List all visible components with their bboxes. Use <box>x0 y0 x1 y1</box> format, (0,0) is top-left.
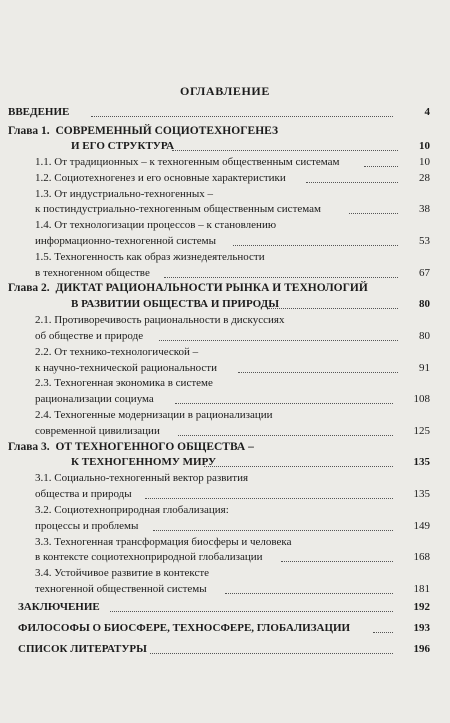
dot-leader <box>172 150 398 151</box>
entry-title: ВВЕДЕНИЕ <box>8 106 70 118</box>
chapter-label: Глава 3. <box>8 441 50 453</box>
toc-entry <box>0 519 450 534</box>
toc-entry <box>0 424 450 439</box>
chapter-label: Глава 2. <box>8 282 50 294</box>
entry-title: 2.1. Противоречивость рациональности в дискуссиях <box>35 314 285 326</box>
entry-title: рационализации социума <box>35 393 154 405</box>
dot-leader <box>153 530 393 531</box>
toc-entry <box>0 600 450 615</box>
toc-entry <box>0 139 450 154</box>
dot-leader <box>178 435 393 436</box>
page-number: 91 <box>419 362 430 374</box>
entry-title: к научно-технической рациональности <box>35 362 217 374</box>
toc-entry <box>0 408 450 423</box>
entry-title: современной цивилизации <box>35 425 160 437</box>
toc-entry <box>0 329 450 344</box>
toc-entry <box>0 535 450 550</box>
page-number: 38 <box>419 203 430 215</box>
page-number: 10 <box>419 156 430 168</box>
chapter-title <box>8 281 368 295</box>
entry-title: техногенной общественной системы <box>35 583 207 595</box>
toc-entry <box>0 503 450 518</box>
entry-title: 1.3. От индустриально-техногенных – <box>35 188 213 200</box>
page-number: 28 <box>419 172 430 184</box>
page-number: 168 <box>413 551 430 563</box>
entry-title: ЗАКЛЮЧЕНИЕ <box>18 601 100 613</box>
dot-leader <box>159 340 398 341</box>
toc-entry <box>0 105 450 120</box>
page-title: ОГЛАВЛЕНИЕ <box>180 84 270 98</box>
entry-title: 3.1. Социально-техногенный вектор развития <box>35 472 249 484</box>
chapter-name: ОТ ТЕХНОГЕННОГО ОБЩЕСТВА – <box>55 441 254 453</box>
toc-entry <box>0 218 450 233</box>
page-number: 4 <box>424 106 430 118</box>
dot-leader <box>268 308 398 309</box>
dot-leader <box>281 561 393 562</box>
toc-entry <box>0 313 450 328</box>
toc-entry <box>0 376 450 391</box>
entry-title: к постиндустриально-техногенным общественным системам <box>35 203 321 215</box>
chapter-name: ДИКТАТ РАЦИОНАЛЬНОСТИ РЫНКА И ТЕХНОЛОГИЙ <box>55 282 368 294</box>
page-number: 192 <box>413 601 430 613</box>
entry-title: информационно-техногенной системы <box>35 235 216 247</box>
toc-entry <box>0 234 450 249</box>
page-number: 10 <box>419 140 430 152</box>
page-number: 149 <box>413 520 430 532</box>
toc-entry <box>0 582 450 597</box>
entry-title: 2.4. Техногенные модернизации в рационализации <box>35 409 273 421</box>
toc-entry <box>0 471 450 486</box>
dot-leader <box>225 593 393 594</box>
toc-entry <box>0 642 450 657</box>
chapter-title <box>8 440 254 454</box>
dot-leader <box>145 498 393 499</box>
dot-leader <box>164 277 398 278</box>
entry-title: СПИСОК ЛИТЕРАТУРЫ <box>18 643 147 655</box>
entry-title: И ЕГО СТРУКТУРА <box>71 140 175 152</box>
dot-leader <box>150 653 393 654</box>
toc-entry <box>0 171 450 186</box>
page-number: 135 <box>413 488 430 500</box>
entry-title: 1.1. От традиционных – к техногенным общественным системам <box>35 156 340 168</box>
page-number: 80 <box>419 298 430 310</box>
entry-title: об обществе и природе <box>35 330 144 342</box>
toc-entry <box>0 621 450 636</box>
page-number: 181 <box>413 583 430 595</box>
toc-entry <box>0 487 450 502</box>
page-number: 53 <box>419 235 430 247</box>
page-number: 108 <box>413 393 430 405</box>
toc-entry <box>0 361 450 376</box>
entry-title: процессы и проблемы <box>35 520 139 532</box>
entry-title: в техногенном обществе <box>35 267 150 279</box>
entry-title: 3.4. Устойчивое развитие в контексте <box>35 567 210 579</box>
page-number: 196 <box>413 643 430 655</box>
toc-entry <box>0 155 450 170</box>
dot-leader <box>91 116 393 117</box>
dot-leader <box>373 632 393 633</box>
toc-entry <box>0 297 450 312</box>
entry-title: 2.3. Техногенная экономика в системе <box>35 377 213 389</box>
entry-title: 2.2. От технико-технологической – <box>35 346 199 358</box>
dot-leader <box>204 466 393 467</box>
chapter-heading <box>0 124 450 139</box>
toc-entry <box>0 392 450 407</box>
chapter-heading <box>0 440 450 455</box>
dot-leader <box>364 166 398 167</box>
entry-title: в контексте социотехноприродной глобализации <box>35 551 263 563</box>
page-number: 193 <box>413 622 430 634</box>
chapter-title <box>8 124 278 138</box>
page-number: 135 <box>413 456 430 468</box>
entry-title: ФИЛОСОФЫ О БИОСФЕРЕ, ТЕХНОСФЕРЕ, ГЛОБАЛИЗАЦИИ <box>18 622 351 634</box>
page-number: 125 <box>413 425 430 437</box>
toc-entry <box>0 187 450 202</box>
chapter-heading <box>0 281 450 296</box>
toc-entry <box>0 455 450 470</box>
dot-leader <box>233 245 398 246</box>
toc-entry <box>0 202 450 217</box>
toc-entry <box>0 266 450 281</box>
dot-leader <box>238 372 398 373</box>
entry-title: 1.5. Техногенность как образ жизнедеятельности <box>35 251 265 263</box>
entry-title: 3.2. Социотехноприродная глобализация: <box>35 504 229 516</box>
dot-leader <box>175 403 393 404</box>
toc-entry <box>0 550 450 565</box>
entry-title: 3.3. Техногенная трансформация биосферы и человека <box>35 536 292 548</box>
page-number: 80 <box>419 330 430 342</box>
page-number: 67 <box>419 267 430 279</box>
dot-leader <box>349 213 398 214</box>
entry-title: 1.4. От технологизации процессов – к становлению <box>35 219 277 231</box>
entry-title: В РАЗВИТИИ ОБЩЕСТВА И ПРИРОДЫ <box>71 298 280 310</box>
chapter-label: Глава 1. <box>8 125 50 137</box>
dot-leader <box>110 611 393 612</box>
entry-title: общества и природы <box>35 488 132 500</box>
entry-title: 1.2. Социотехногенез и его основные характеристики <box>35 172 286 184</box>
dot-leader <box>306 182 398 183</box>
toc-entry <box>0 345 450 360</box>
toc-entry <box>0 250 450 265</box>
entry-title: К ТЕХНОГЕННОМУ МИРУ <box>71 456 217 468</box>
chapter-name: СОВРЕМЕННЫЙ СОЦИОТЕХНОГЕНЕЗ <box>55 125 279 137</box>
toc-entry <box>0 566 450 581</box>
